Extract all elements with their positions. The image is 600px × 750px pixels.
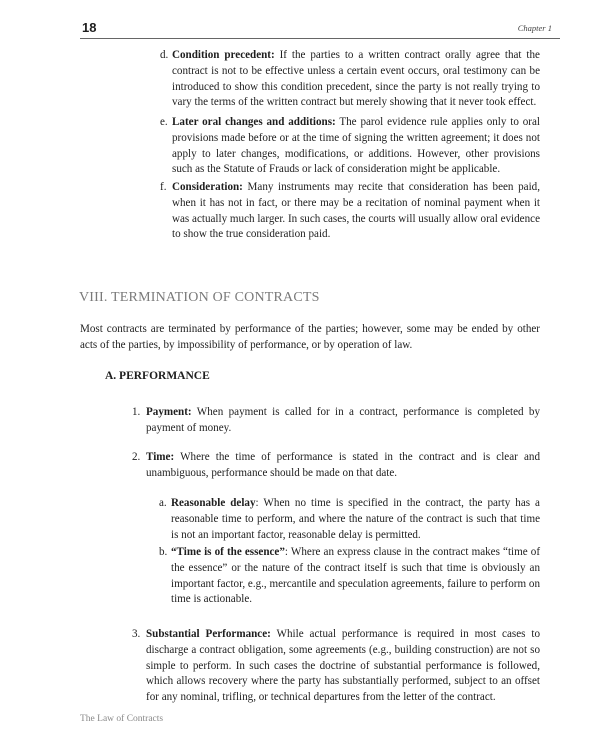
item-lead: Later oral changes and additions: xyxy=(172,116,336,128)
item-lead: Substantial Performance: xyxy=(146,628,271,640)
list-item xyxy=(159,496,540,543)
item-lead: Reasonable delay xyxy=(171,497,256,509)
item-marker: d. xyxy=(160,49,169,61)
item-marker: 1. xyxy=(132,406,141,418)
item-text: The parol evidence rule applies only to oral provisions made before or at the time of signing the written agreement; it does not apply to later changes, modifications, or additions. However, other provisions such as the Statute of Frauds or lack of consideration might be applicable. xyxy=(172,116,540,176)
list-item xyxy=(160,180,540,243)
item-lead: Payment: xyxy=(146,406,192,418)
list-item xyxy=(159,545,541,608)
page-header xyxy=(80,20,560,39)
item-marker: 2. xyxy=(132,451,141,463)
item-text: If the parties to a written contract orally agree that the contract is not to be effective unless a certain event occurs, oral testimony can be introduced to show this condition precedent, since the party is not really trying to vary the terms of the written contract but merely showing that it never took effect. xyxy=(172,49,540,109)
item-lead: Time: xyxy=(146,451,175,463)
item-text: : When no time is specified in the contract, the party has a reasonable time to perform, and where the nature of the contract is such that time is not an important factor, reasonable delay is permitted. xyxy=(171,497,540,541)
list-item xyxy=(132,450,540,482)
page-footer: The Law of Contracts xyxy=(80,714,164,724)
intro-paragraph: Most contracts are terminated by performance of the parties; however, some may be ended by other acts of the parties, by impossibility of performance, or by operation of law. xyxy=(80,323,540,351)
section-intro xyxy=(80,322,540,354)
list-item xyxy=(132,627,540,706)
item-marker: b. xyxy=(159,546,168,558)
item-marker: e. xyxy=(160,116,168,128)
item-marker: a. xyxy=(159,497,167,509)
item-lead: “Time is of the essence” xyxy=(171,546,285,558)
item-text: When payment is called for in a contract, performance is completed by payment of money. xyxy=(146,406,540,434)
item-lead: Consideration: xyxy=(172,181,243,193)
item-text: Many instruments may recite that consideration has been paid, when it has not in fact, or there may be a recitation of nominal payment when it was actually much larger. In such cases, the courts will usually allow oral evidence to show the true consideration paid. xyxy=(172,181,540,241)
section-title: VIII. TERMINATION OF CONTRACTS xyxy=(79,290,320,305)
item-marker: 3. xyxy=(132,628,141,640)
item-marker: f. xyxy=(160,181,167,193)
subheading: A. PERFORMANCE xyxy=(105,370,210,382)
item-text: While actual performance is required in most cases to discharge a contract obligation, some agreements (e.g., building construction) are not so simple to perform. In such cases the doctrine of substantial performance is followed, which allows recovery where the party has substantially performed, subject to an offset for any nominal, trifling, or technical departures from the letter of the contract. xyxy=(146,628,540,704)
list-item xyxy=(160,115,540,178)
item-text: : Where an express clause in the contract makes “time of the essence” or the nature of the contract itself is such that time is obviously an important factor, e.g., mercantile and speculation agreements, failure to perform on time is actionable. xyxy=(171,546,541,606)
chapter-label: Chapter 1 xyxy=(517,23,552,33)
page-number: 18 xyxy=(82,20,97,35)
item-lead: Condition precedent: xyxy=(172,49,275,61)
list-item xyxy=(132,405,540,437)
item-text: Where the time of performance is stated in the contract and is clear and unambiguous, performance should be made on that date. xyxy=(146,451,540,479)
list-item xyxy=(160,48,540,111)
